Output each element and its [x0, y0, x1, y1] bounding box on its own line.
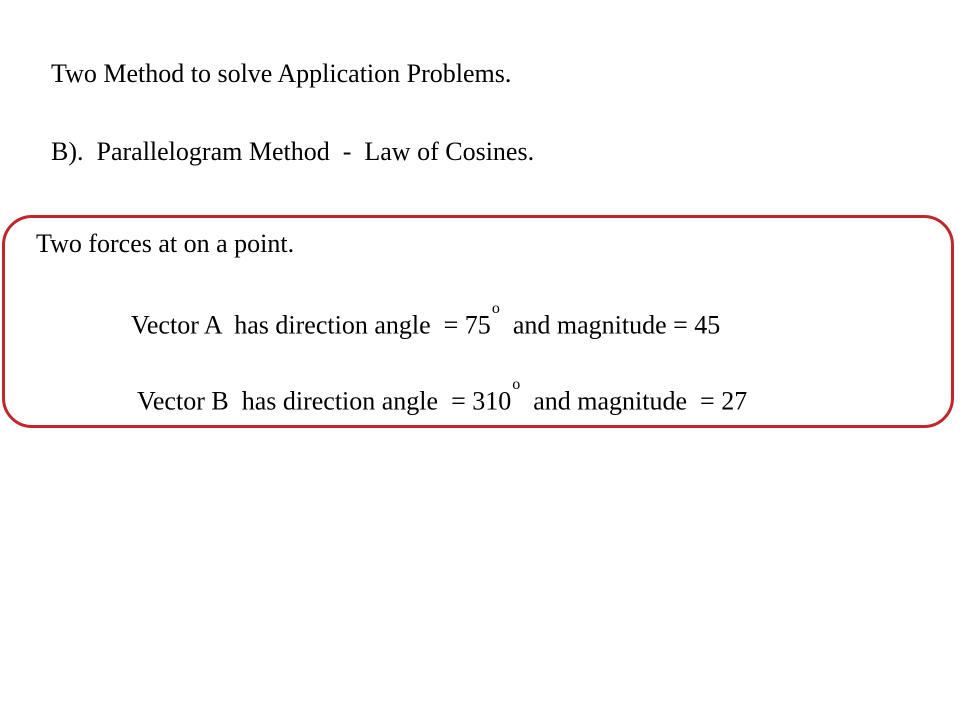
- slide-subheading: B). Parallelogram Method - Law of Cosines.: [51, 137, 535, 166]
- vector-b-angle-text: Vector B has direction angle = 310: [137, 386, 512, 416]
- vector-a-description: [131, 300, 721, 341]
- slide-heading: Two Method to solve Application Problems.: [51, 59, 512, 88]
- degree-symbol: o: [512, 376, 521, 393]
- problem-intro: Two forces at on a point.: [36, 229, 295, 258]
- vector-a-magnitude-text: and magnitude = 45: [499, 310, 721, 340]
- vector-b-description: [137, 376, 748, 417]
- vector-b-magnitude-text: and magnitude = 27: [520, 386, 748, 416]
- vector-a-angle-text: Vector A has direction angle = 75: [131, 310, 491, 340]
- degree-symbol: o: [491, 300, 500, 317]
